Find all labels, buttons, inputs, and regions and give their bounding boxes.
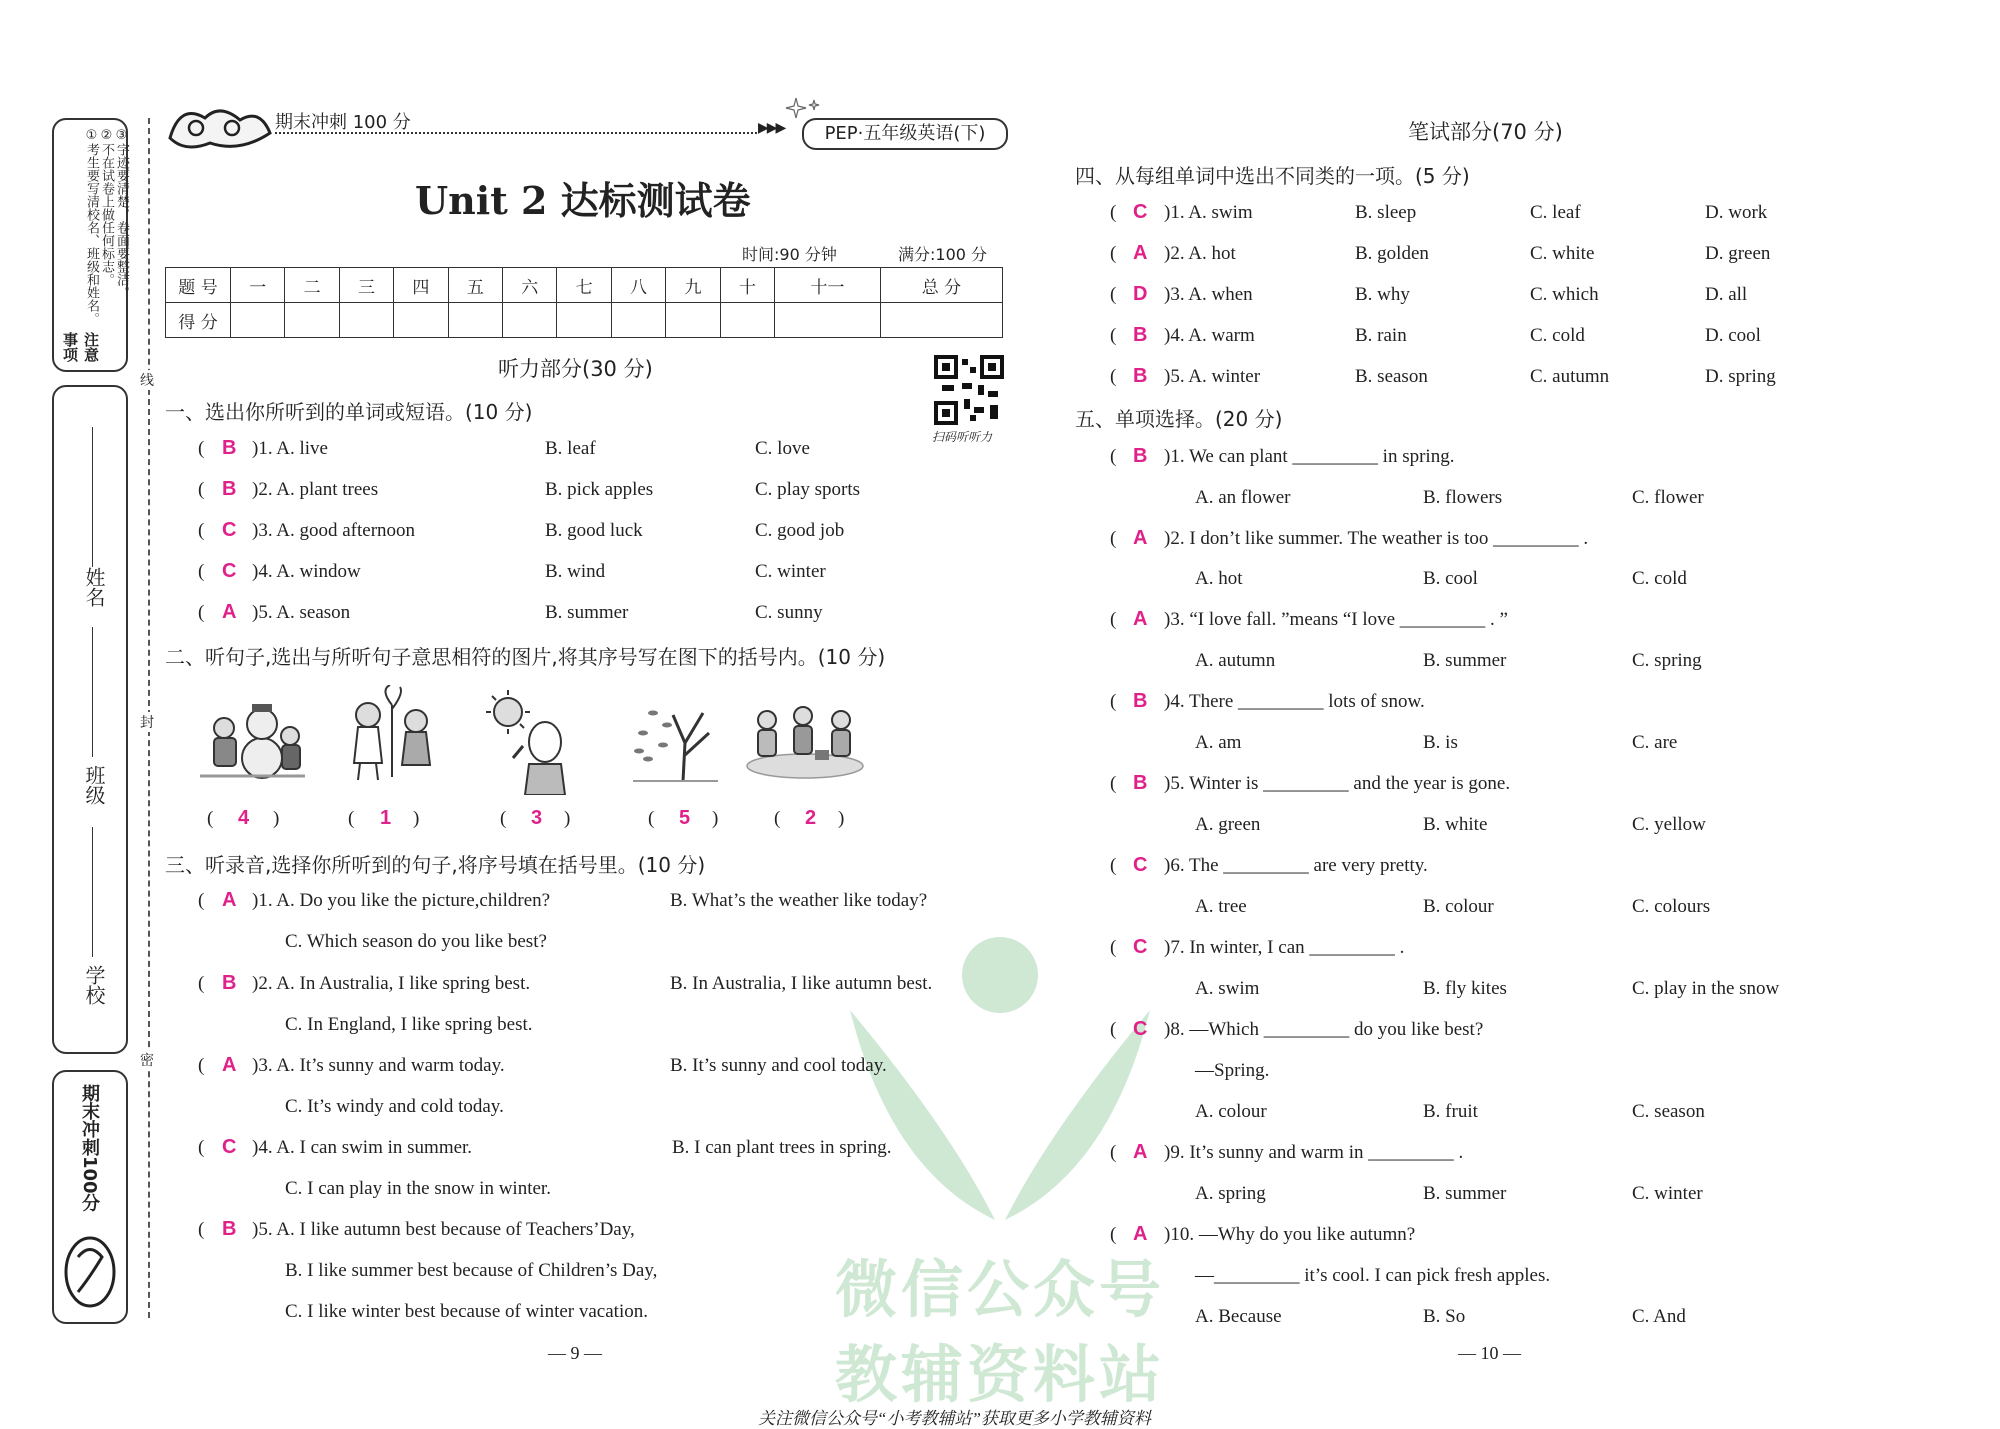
question-reply: —Spring. xyxy=(1195,1060,1270,1081)
answer-mark: B xyxy=(222,972,237,994)
option-a: A. spring xyxy=(1195,1183,1266,1204)
exam-time: 时间:90 分钟 xyxy=(742,245,837,264)
option-b: B. summer xyxy=(1423,650,1507,671)
option-c: C. spring xyxy=(1632,650,1702,671)
answer-mark: A xyxy=(1133,1223,1148,1245)
option-a: )4. A. I can swim in summer. xyxy=(252,1137,473,1158)
answer-mark: B xyxy=(1133,445,1148,467)
option-b: B. fruit xyxy=(1423,1101,1478,1122)
option-c: C. which xyxy=(1530,284,1599,305)
header-arrows-icon: ▶▶▶ xyxy=(758,120,785,136)
edition-badge: PEP·五年级英语(下) xyxy=(802,118,1008,150)
option-b: B. summer xyxy=(545,602,629,623)
answer-mark: A xyxy=(222,601,237,623)
answer-mark: 3 xyxy=(531,807,543,829)
answer-mark: C xyxy=(222,560,237,582)
question-stem: )10. —Why do you like autumn? xyxy=(1164,1224,1416,1245)
option-c: C. are xyxy=(1632,732,1678,753)
option-a: )5. A. winter xyxy=(1164,366,1261,387)
option-b: B. sleep xyxy=(1355,202,1417,223)
option-c: C. cold xyxy=(1632,568,1687,589)
option-d: D. all xyxy=(1705,284,1748,305)
option-b: B. season xyxy=(1355,366,1428,387)
answer-mark: 1 xyxy=(380,807,392,829)
picnic-family-picture xyxy=(745,690,865,780)
score-cell[interactable] xyxy=(503,303,557,338)
answer-mark: A xyxy=(1133,1141,1148,1163)
option-c: C. sunny xyxy=(755,602,823,623)
answer-mark: C xyxy=(1133,201,1148,223)
page-number-left: — 9 — xyxy=(548,1343,602,1363)
option-a: )3. A. good afternoon xyxy=(252,520,416,541)
answer-mark: A xyxy=(222,1054,237,1076)
option-c: C. flower xyxy=(1632,487,1704,508)
option-c: C. I like winter best because of winter vacation. xyxy=(285,1301,648,1322)
option-d: D. green xyxy=(1705,243,1771,264)
snowman-kids-picture xyxy=(200,680,305,780)
score-col-10: 十 xyxy=(720,268,774,303)
brand-logo-icon xyxy=(60,1232,120,1312)
seal-char-2: 封 xyxy=(140,712,154,732)
question-stem: )5. Winter is _________ and the year is gone. xyxy=(1164,773,1511,794)
option-c: C. leaf xyxy=(1530,202,1581,223)
option-b: B. is xyxy=(1423,732,1458,753)
score-table-row2-label: 得 分 xyxy=(166,303,231,338)
option-b: B. So xyxy=(1423,1306,1466,1327)
score-col-6: 六 xyxy=(503,268,557,303)
score-col-7: 七 xyxy=(557,268,611,303)
option-a: )5. A. season xyxy=(252,602,351,623)
option-a: A. Because xyxy=(1195,1306,1282,1327)
option-a: A. colour xyxy=(1195,1101,1267,1122)
option-c: C. good job xyxy=(755,520,845,541)
option-a: )5. A. I like autumn best because of Teachers’Day, xyxy=(252,1219,635,1240)
option-a: )3. A. It’s sunny and warm today. xyxy=(252,1055,505,1076)
option-b: B. pick apples xyxy=(545,479,654,500)
brand-box xyxy=(52,1070,128,1324)
option-b: B. leaf xyxy=(545,438,596,459)
option-b: B. summer xyxy=(1423,1183,1507,1204)
score-cell[interactable] xyxy=(231,303,285,338)
option-d: D. cool xyxy=(1705,325,1761,346)
page-number-right: — 10 — xyxy=(1458,1343,1521,1363)
option-a: A. am xyxy=(1195,732,1242,753)
qr-code-icon[interactable] xyxy=(934,355,1004,425)
planting-trees-picture xyxy=(340,685,440,785)
section-2-title: 二、听句子,选出与所听句子意思相符的图片,将其序号写在图下的括号内。(10 分) xyxy=(165,645,886,669)
option-a: )4. A. warm xyxy=(1164,325,1255,346)
header-dotted-line xyxy=(275,132,757,134)
option-d: D. work xyxy=(1705,202,1768,223)
option-b: B. What’s the weather like today? xyxy=(670,890,928,911)
score-table-header-row xyxy=(166,268,1003,303)
answer-mark: B xyxy=(1133,365,1148,387)
option-a: )2. A. In Australia, I like spring best. xyxy=(252,973,531,994)
score-col-2: 二 xyxy=(285,268,339,303)
option-a: )4. A. window xyxy=(252,561,361,582)
answer-mark: A xyxy=(1133,242,1148,264)
watermark-line-1: 微信公众号 xyxy=(835,1253,1166,1326)
score-table-score-row xyxy=(166,303,1003,338)
school-label: 学校 xyxy=(82,965,106,1005)
option-a: A. swim xyxy=(1195,978,1260,999)
option-b: B. colour xyxy=(1423,896,1494,917)
option-c: C. white xyxy=(1530,243,1595,264)
option-a: A. an flower xyxy=(1195,487,1291,508)
score-col-5: 五 xyxy=(448,268,502,303)
answer-mark: A xyxy=(222,889,237,911)
question-stem: )6. The _________ are very pretty. xyxy=(1164,855,1428,876)
score-col-total: 总 分 xyxy=(880,268,1002,303)
option-b: B. I can plant trees in spring. xyxy=(672,1137,892,1158)
brand-vertical: 期末冲刺100分 xyxy=(79,1084,100,1212)
answer-mark: B xyxy=(222,437,237,459)
score-col-11: 十一 xyxy=(775,268,881,303)
option-a: )3. A. when xyxy=(1164,284,1253,305)
answer-mark: C xyxy=(222,1136,237,1158)
option-c: C. It’s windy and cold today. xyxy=(285,1096,504,1117)
question-stem: )8. —Which _________ do you like best? xyxy=(1164,1019,1484,1040)
page-title: Unit 2 达标测试卷 xyxy=(415,178,751,223)
option-c: C. autumn xyxy=(1530,366,1610,387)
option-a: A. hot xyxy=(1195,568,1243,589)
class-line xyxy=(92,627,93,757)
series-name: 期末冲刺 100 分 xyxy=(275,112,411,133)
option-b: B. In Australia, I like autumn best. xyxy=(670,973,933,994)
option-b: B. white xyxy=(1423,814,1488,835)
written-title: 笔试部分(70 分) xyxy=(1408,120,1563,144)
option-c: C. And xyxy=(1632,1306,1686,1327)
notice-item-1: ①考生要写清校名、班级和姓名。 xyxy=(84,128,99,325)
notice-box xyxy=(52,118,128,372)
score-cell[interactable] xyxy=(775,303,881,338)
option-b: B. It’s sunny and cool today. xyxy=(670,1055,887,1076)
option-a: A. autumn xyxy=(1195,650,1276,671)
section-4-title: 四、从每组单词中选出不同类的一项。(5 分) xyxy=(1075,164,1470,188)
seal-char-3: 密 xyxy=(140,1050,154,1070)
score-cell[interactable] xyxy=(339,303,393,338)
question-stem: )1. We can plant _________ in spring. xyxy=(1164,446,1455,467)
option-a: )1. A. live xyxy=(252,438,328,459)
option-a: )1. A. Do you like the picture,children? xyxy=(252,890,551,911)
answer-mark: B xyxy=(1133,324,1148,346)
option-c: C. colours xyxy=(1632,896,1711,917)
seal-char-1: 线 xyxy=(140,370,154,390)
score-col-8: 八 xyxy=(611,268,665,303)
footer-note: 关注微信公众号“小考教辅站”获取更多小学教辅资料 xyxy=(758,1409,1151,1428)
windy-tree-picture xyxy=(633,693,718,783)
score-table xyxy=(165,267,1003,338)
answer-mark: 5 xyxy=(679,807,691,829)
answer-mark: C xyxy=(222,519,237,541)
question-stem: )4. There _________ lots of snow. xyxy=(1164,691,1425,712)
option-c: C. I can play in the snow in winter. xyxy=(285,1178,551,1199)
option-a: )2. A. hot xyxy=(1164,243,1236,264)
answer-mark: D xyxy=(1133,283,1148,305)
exam-full-score: 满分:100 分 xyxy=(898,245,988,264)
answer-mark: C xyxy=(1133,936,1148,958)
question-stem: )2. I don’t like summer. The weather is too _________ . xyxy=(1164,528,1589,549)
option-c: C. Which season do you like best? xyxy=(285,931,547,952)
option-a: )1. A. swim xyxy=(1164,202,1253,223)
notice-item-2: ②不在试卷上做任何标志。 xyxy=(99,128,114,286)
answer-mark: 4 xyxy=(238,807,250,829)
section-3-title: 三、听录音,选择你所听到的句子,将序号填在括号里。(10 分) xyxy=(165,853,706,877)
score-cell[interactable] xyxy=(880,303,1002,338)
answer-mark: B xyxy=(1133,772,1148,794)
option-c: C. love xyxy=(755,438,810,459)
option-a: A. green xyxy=(1195,814,1261,835)
score-col-3: 三 xyxy=(339,268,393,303)
option-c: C. cold xyxy=(1530,325,1585,346)
score-cell[interactable] xyxy=(448,303,502,338)
notice-label: 注意事项 xyxy=(61,332,100,362)
option-c: C. In England, I like spring best. xyxy=(285,1014,533,1035)
answer-mark: B xyxy=(222,1218,237,1240)
option-a: A. tree xyxy=(1195,896,1247,917)
option-c: C. winter xyxy=(755,561,826,582)
option-b: B. fly kites xyxy=(1423,978,1507,999)
score-cell[interactable] xyxy=(285,303,339,338)
option-b: B. I like summer best because of Children’s Day, xyxy=(285,1260,658,1281)
section-5-title: 五、单项选择。(20 分) xyxy=(1075,407,1283,431)
option-b: B. good luck xyxy=(545,520,643,541)
answer-mark: 2 xyxy=(805,807,817,829)
score-col-4: 四 xyxy=(394,268,448,303)
answer-mark: B xyxy=(222,478,237,500)
answer-mark: C xyxy=(1133,854,1148,876)
watermark-line-2: 教辅资料站 xyxy=(835,1338,1166,1411)
option-c: C. winter xyxy=(1632,1183,1703,1204)
school-line xyxy=(92,827,93,957)
score-cell[interactable] xyxy=(611,303,665,338)
option-b: B. golden xyxy=(1355,243,1429,264)
question-stem: )9. It’s sunny and warm in _________ . xyxy=(1164,1142,1464,1163)
answer-mark: C xyxy=(1133,1018,1148,1040)
score-cell[interactable] xyxy=(720,303,774,338)
listening-title: 听力部分(30 分) xyxy=(498,357,653,381)
question-stem: )3. “I love fall. ”means “I love _________ . ” xyxy=(1164,609,1508,630)
question-reply: —_________ it’s cool. I can pick fresh apples. xyxy=(1195,1265,1551,1286)
option-b: B. why xyxy=(1355,284,1410,305)
name-line xyxy=(92,427,93,567)
answer-mark: B xyxy=(1133,690,1148,712)
option-d: D. spring xyxy=(1705,366,1776,387)
option-c: C. yellow xyxy=(1632,814,1706,835)
option-b: B. flowers xyxy=(1423,487,1503,508)
score-cell[interactable] xyxy=(666,303,720,338)
question-stem: )7. In winter, I can _________ . xyxy=(1164,937,1405,958)
score-cell[interactable] xyxy=(394,303,448,338)
hot-sun-picture xyxy=(483,690,578,795)
section-1-title: 一、选出你所听到的单词或短语。(10 分) xyxy=(165,400,533,424)
score-cell[interactable] xyxy=(557,303,611,338)
series-logo-icon xyxy=(160,98,278,153)
notice-item-3: ③字迹要清楚，卷面要整洁。 xyxy=(114,128,129,299)
option-b: B. wind xyxy=(545,561,606,582)
option-c: C. play sports xyxy=(755,479,861,500)
name-label: 姓名 xyxy=(82,567,106,607)
qr-caption: 扫码听听力 xyxy=(932,430,993,444)
score-col-9: 九 xyxy=(666,268,720,303)
class-label: 班级 xyxy=(82,765,106,805)
option-a: )2. A. plant trees xyxy=(252,479,379,500)
score-table-row1-label: 题 号 xyxy=(166,268,231,303)
option-c: C. play in the snow xyxy=(1632,978,1780,999)
score-col-1: 一 xyxy=(231,268,285,303)
option-b: B. cool xyxy=(1423,568,1478,589)
option-c: C. season xyxy=(1632,1101,1705,1122)
student-info-box xyxy=(52,385,128,1054)
answer-mark: A xyxy=(1133,527,1148,549)
option-b: B. rain xyxy=(1355,325,1407,346)
answer-mark: A xyxy=(1133,608,1148,630)
